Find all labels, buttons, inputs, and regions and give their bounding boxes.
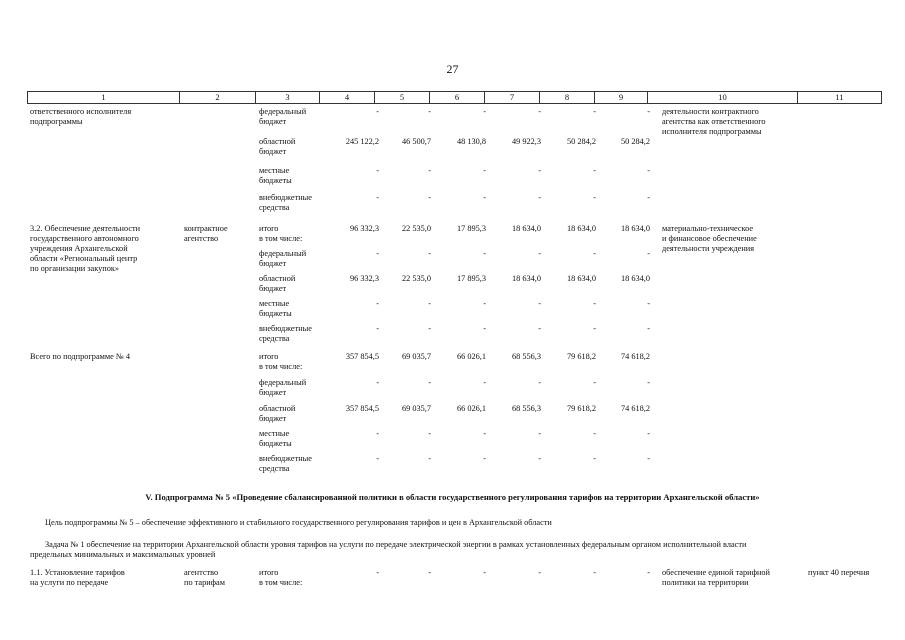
cell-c3-row-2: местные бюджеты (259, 166, 292, 185)
value-cell: 74 618,2 (620, 352, 650, 361)
value-cell: - (647, 324, 650, 333)
value-cell: 18 634,0 (511, 224, 541, 233)
value-cell: - (593, 429, 596, 438)
value-cell: 69 035,7 (401, 352, 431, 361)
value-cell: - (428, 378, 431, 387)
value-cell: - (376, 568, 379, 577)
value-cell: - (647, 568, 650, 577)
value-cell: 79 618,2 (566, 404, 596, 413)
value-cell: - (647, 193, 650, 202)
cell-c3-row-13: внебюджетные средства (259, 454, 312, 473)
value-cell: - (483, 378, 486, 387)
value-cell: - (593, 193, 596, 202)
cell-c1-row-0: ответственного исполнителя подпрограммы (30, 107, 132, 126)
value-cell: 50 284,2 (620, 137, 650, 146)
value-cell: - (647, 249, 650, 258)
header-cell-5: 5 (375, 92, 430, 103)
value-cell: - (483, 299, 486, 308)
subprogram-goal: Цель подпрограммы № 5 – обеспечение эффективного и стабильного государственного регулирования тарифов и цен в Архангельской области (45, 518, 552, 527)
value-cell: - (428, 429, 431, 438)
value-cell: 66 026,1 (456, 352, 486, 361)
section-heading: V. Подпрограмма № 5 «Проведение сбалансированной политики в области государственного регулирования тарифов на территории Архангельской области» (145, 492, 760, 502)
value-cell: - (376, 429, 379, 438)
value-cell: - (593, 299, 596, 308)
value-cell: - (593, 249, 596, 258)
value-cell: - (428, 299, 431, 308)
value-cell: 69 035,7 (401, 404, 431, 413)
cell-c3-row-7: местные бюджеты (259, 299, 292, 318)
value-cell: - (538, 249, 541, 258)
value-cell: 245 122,2 (345, 137, 379, 146)
value-cell: 18 634,0 (620, 224, 650, 233)
value-cell: - (483, 324, 486, 333)
cell-c3-row-9: итого в том числе: (259, 352, 303, 371)
value-cell: 74 618,2 (620, 404, 650, 413)
header-cell-10: 10 (648, 92, 798, 103)
cell-c3-row-10: федеральный бюджет (259, 378, 307, 397)
value-cell: 48 130,8 (456, 137, 486, 146)
task-line-1: Задача № 1 обеспечение на территории Архангельской области уровня тарифов на услуги по передаче электрической энергии в рамках установленных федеральным органом исполнительной власти (45, 540, 747, 549)
value-cell: - (483, 249, 486, 258)
cell-c3-row-0: федеральный бюджет (259, 107, 307, 126)
value-cell: - (538, 107, 541, 116)
value-cell: - (428, 568, 431, 577)
value-cell: 46 500,7 (401, 137, 431, 146)
value-cell: 17 895,3 (456, 224, 486, 233)
value-cell: - (376, 299, 379, 308)
value-cell: - (376, 193, 379, 202)
value-cell: 17 895,3 (456, 274, 486, 283)
value-cell: - (428, 107, 431, 116)
value-cell: 68 556,3 (511, 352, 541, 361)
value-cell: 66 026,1 (456, 404, 486, 413)
value-cell: - (647, 378, 650, 387)
header-cell-1: 1 (28, 92, 180, 103)
cell-c3-row-8: внебюджетные средства (259, 324, 312, 343)
value-cell: - (538, 299, 541, 308)
value-cell: - (538, 378, 541, 387)
cell-c10-row-4: материально-техническое и финансовое обеспечение деятельности учреждения (662, 224, 757, 253)
value-cell: - (538, 166, 541, 175)
value-cell: - (593, 166, 596, 175)
value-cell: 79 618,2 (566, 352, 596, 361)
cell-c2-row-4: контрактное агентство (184, 224, 228, 243)
header-cell-9: 9 (595, 92, 648, 103)
table-header-row (27, 91, 882, 104)
value-cell: - (483, 568, 486, 577)
value-cell: 68 556,3 (511, 404, 541, 413)
cell-c3-row-14: итого в том числе: (259, 568, 303, 587)
page-number: 27 (446, 62, 459, 76)
value-cell: - (538, 324, 541, 333)
cell-c1-row-4: 3.2. Обеспечение деятельности государственного автономного учреждения Архангельской области «Региональный центр по организации закупок» (30, 224, 141, 273)
value-cell: - (538, 193, 541, 202)
cell-c3-row-11: областной бюджет (259, 404, 296, 423)
value-cell: - (647, 299, 650, 308)
cell-c3-row-3: внебюджетные средства (259, 193, 312, 212)
header-cell-3: 3 (256, 92, 320, 103)
cell-c3-row-12: местные бюджеты (259, 429, 292, 448)
header-cell-7: 7 (485, 92, 540, 103)
value-cell: - (483, 429, 486, 438)
value-cell: - (428, 249, 431, 258)
value-cell: - (376, 324, 379, 333)
value-cell: - (483, 193, 486, 202)
value-cell: 49 922,3 (511, 137, 541, 146)
value-cell: - (376, 107, 379, 116)
value-cell: - (428, 454, 431, 463)
value-cell: - (376, 166, 379, 175)
value-cell: 18 634,0 (566, 274, 596, 283)
value-cell: - (647, 166, 650, 175)
header-cell-2: 2 (180, 92, 256, 103)
value-cell: 18 634,0 (566, 224, 596, 233)
cell-c1-row-14: 1.1. Установление тарифов на услуги по передаче (30, 568, 125, 587)
value-cell: 22 535,0 (401, 274, 431, 283)
value-cell: - (483, 166, 486, 175)
value-cell: - (538, 568, 541, 577)
cell-c3-row-4: итого в том числе: (259, 224, 303, 243)
header-cell-8: 8 (540, 92, 595, 103)
cell-c3-row-5: федеральный бюджет (259, 249, 307, 268)
value-cell: 357 854,5 (345, 352, 379, 361)
header-cell-11: 11 (835, 92, 844, 102)
value-cell: - (647, 429, 650, 438)
value-cell: - (376, 378, 379, 387)
value-cell: - (428, 193, 431, 202)
cell-c3-row-1: областной бюджет (259, 137, 296, 156)
header-cell-4: 4 (320, 92, 375, 103)
value-cell: 357 854,5 (345, 404, 379, 413)
cell-c1-row-9: Всего по подпрограмме № 4 (30, 352, 131, 361)
value-cell: - (647, 454, 650, 463)
value-cell: 18 634,0 (511, 274, 541, 283)
value-cell: - (428, 324, 431, 333)
value-cell: - (593, 568, 596, 577)
value-cell: - (376, 454, 379, 463)
value-cell: - (593, 324, 596, 333)
value-cell: - (538, 454, 541, 463)
cell-c10-row-14: обеспечение единой тарифной политики на территории (662, 568, 770, 587)
cell-c11-row-14: пункт 40 перечня (808, 568, 870, 577)
cell-c2-row-14: агентство по тарифам (184, 568, 225, 587)
task-line-2: предельных минимальных и максимальных уровней (30, 550, 216, 559)
value-cell: - (593, 378, 596, 387)
value-cell: - (593, 107, 596, 116)
value-cell: - (483, 107, 486, 116)
value-cell: - (428, 166, 431, 175)
value-cell: 50 284,2 (566, 137, 596, 146)
value-cell: - (593, 454, 596, 463)
value-cell: 22 535,0 (401, 224, 431, 233)
value-cell: - (647, 107, 650, 116)
value-cell: - (538, 429, 541, 438)
cell-c10-row-0: деятельности контрактного агентства как ответственного исполнителя подпрограммы (662, 107, 766, 136)
value-cell: - (376, 249, 379, 258)
value-cell: - (483, 454, 486, 463)
value-cell: 96 332,3 (349, 274, 379, 283)
value-cell: 18 634,0 (620, 274, 650, 283)
value-cell: 96 332,3 (349, 224, 379, 233)
cell-c3-row-6: областной бюджет (259, 274, 296, 293)
header-cell-6: 6 (430, 92, 485, 103)
